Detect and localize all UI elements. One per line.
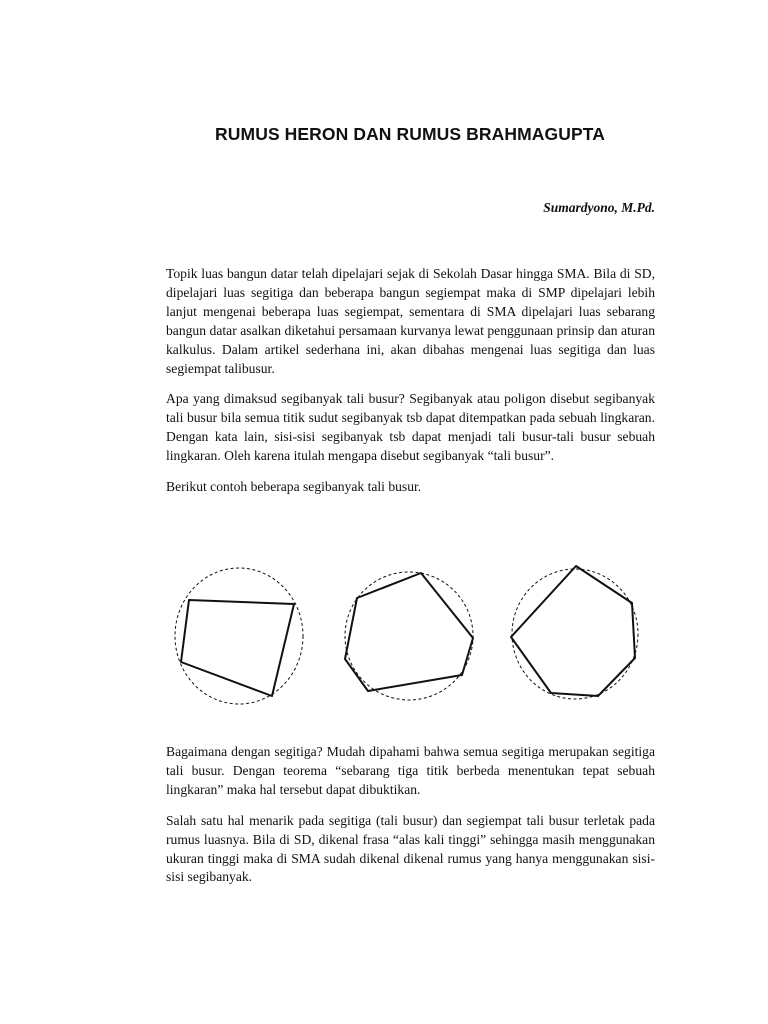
paragraph: Salah satu hal menarik pada segitiga (tali busur) dan segiempat tali busur terletak pada rumus luasnya. Bila di SD, dikenal frasa “alas kali tinggi” sehingga masih menggunakan ukuran tinggi maka di SMA sudah dikenal dikenal rumus yang hanya menggunakan sisi-sisi segibanyak.	[166, 812, 655, 885]
cyclic-quadrilateral	[175, 568, 303, 704]
pentagon	[345, 573, 473, 691]
cyclic-pentagon	[345, 572, 473, 700]
paragraph: Bagaimana dengan segitiga? Mudah dipahami bahwa semua segitiga merupakan segitiga tali busur. Dengan teorema “sebarang tiga titik berbeda menentukan tepat sebuah lingkaran” maka hal tersebut dapat dibuktikan.	[166, 744, 655, 797]
author-name: Sumardyono, M.Pd.	[543, 200, 655, 215]
quadrilateral	[181, 600, 294, 696]
paragraph: Berikut contoh beberapa segibanyak tali busur.	[166, 479, 422, 495]
cyclic-hexagon	[511, 566, 638, 699]
paragraph: Topik luas bangun datar telah dipelajari sejak di Sekolah Dasar hingga SMA. Bila di SD, dipelajari luas segitiga dan beberapa bangun segiempat maka di SMP dipelajari lebih lanjut mengenai beberapa luas segiempat, sementara di SMA dipelajari luas sebarang bangun datar asalkan diketahui persamaan kurvanya lewat penggunaan prinsip dan aturan kalkulus. Dalam artikel sederhana ini, akan dibahas mengenai luas segitiga dan luas segiempat talibusur.	[166, 266, 655, 376]
body-section-continued	[166, 743, 655, 899]
cyclic-polygons-figure	[166, 563, 655, 713]
circumcircle	[345, 572, 473, 700]
circumcircle	[512, 569, 638, 699]
page-title: RUMUS HERON DAN RUMUS BRAHMAGUPTA	[215, 124, 605, 144]
body-section-intro	[166, 265, 655, 509]
paragraph: Apa yang dimaksud segibanyak tali busur? Segibanyak atau poligon disebut segibanyak tali busur bila semua titik sudut segibanyak tsb dapat ditempatkan pada sebuah lingkaran. Dengan kata lain, sisi-sisi segibanyak tsb dapat menjadi tali busur-tali busur sebuah lingkaran. Oleh karena itulah mengapa disebut segibanyak “tali busur”.	[166, 391, 655, 464]
